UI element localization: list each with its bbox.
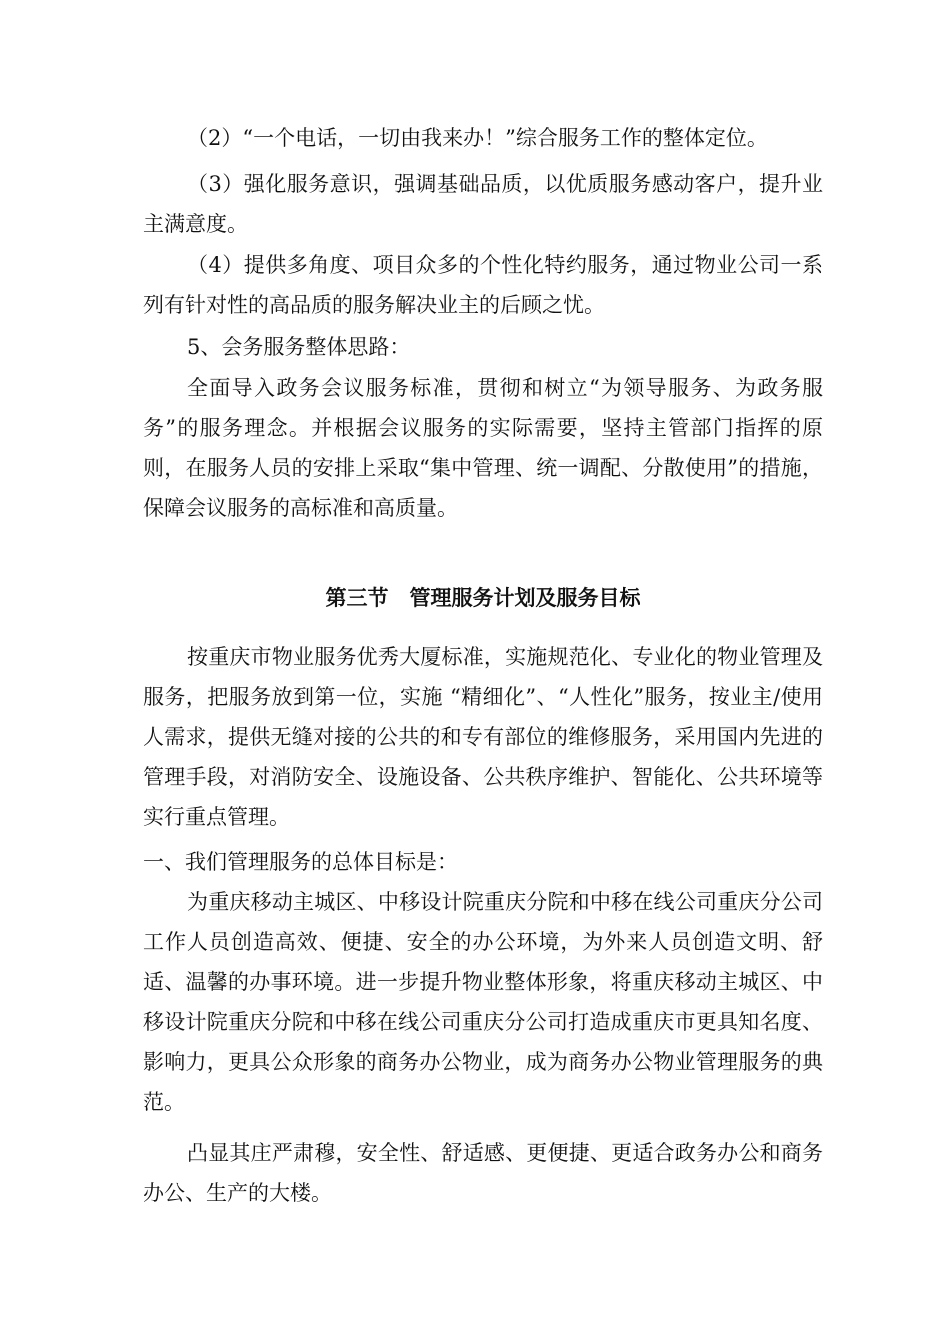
item-5-heading: 5、会务服务整体思路： <box>187 335 411 359</box>
item-2: （2）“一个电话，一切由我来办！”综合服务工作的整体定位。 <box>187 126 768 150</box>
item-4: （4）提供多角度、项目众多的个性化特约服务，通过物业公司一系列有针对性的高品质的服务解决业主的后顾之忧。 <box>143 253 823 317</box>
closing-paragraph: 凸显其庄严肃穆，安全性、舒适感、更便捷、更适合政务办公和商务办公、生产的大楼。 <box>143 1141 823 1205</box>
item-3: （3）强化服务意识，强调基础品质，以优质服务感动客户，提升业主满意度。 <box>143 172 823 236</box>
meeting-service-paragraph: 全面导入政务会议服务标准，贯彻和树立“为领导服务、为政务服务”的服务理念。并根据会议服务的实际需要，坚持主管部门指挥的原则，在服务人员的安排上采取“集中管理、统一调配、分散使用”的措施，保障会议服务的高标准和高质量。 <box>143 376 823 520</box>
goal-heading: 一、我们管理服务的总体目标是： <box>143 850 458 874</box>
goal-paragraph: 为重庆移动主城区、中移设计院重庆分院和中移在线公司重庆分公司工作人员创造高效、便捷、安全的办公环境，为外来人员创造文明、舒适、温馨的办事环境。进一步提升物业整体形象，将重庆移动主城区、中移设计院重庆分院和中移在线公司重庆分公司打造成重庆市更具知名度、影响力，更具公众形象的商务办公物业，成为商务办公物业管理服务的典范。 <box>143 890 823 1114</box>
section-title: 第三节 管理服务计划及服务目标 <box>325 586 641 610</box>
section-intro-paragraph: 按重庆市物业服务优秀大厦标准，实施规范化、专业化的物业管理及服务，把服务放到第一位，实施 “精细化”、“人性化”服务，按业主/使用人需求，提供无缝对接的公共的和专有部位的维修服务，采用国内先进的管理手段，对消防安全、设施设备、公共秩序维护、智能化、公共环境等实行重点管理。 <box>143 645 823 829</box>
